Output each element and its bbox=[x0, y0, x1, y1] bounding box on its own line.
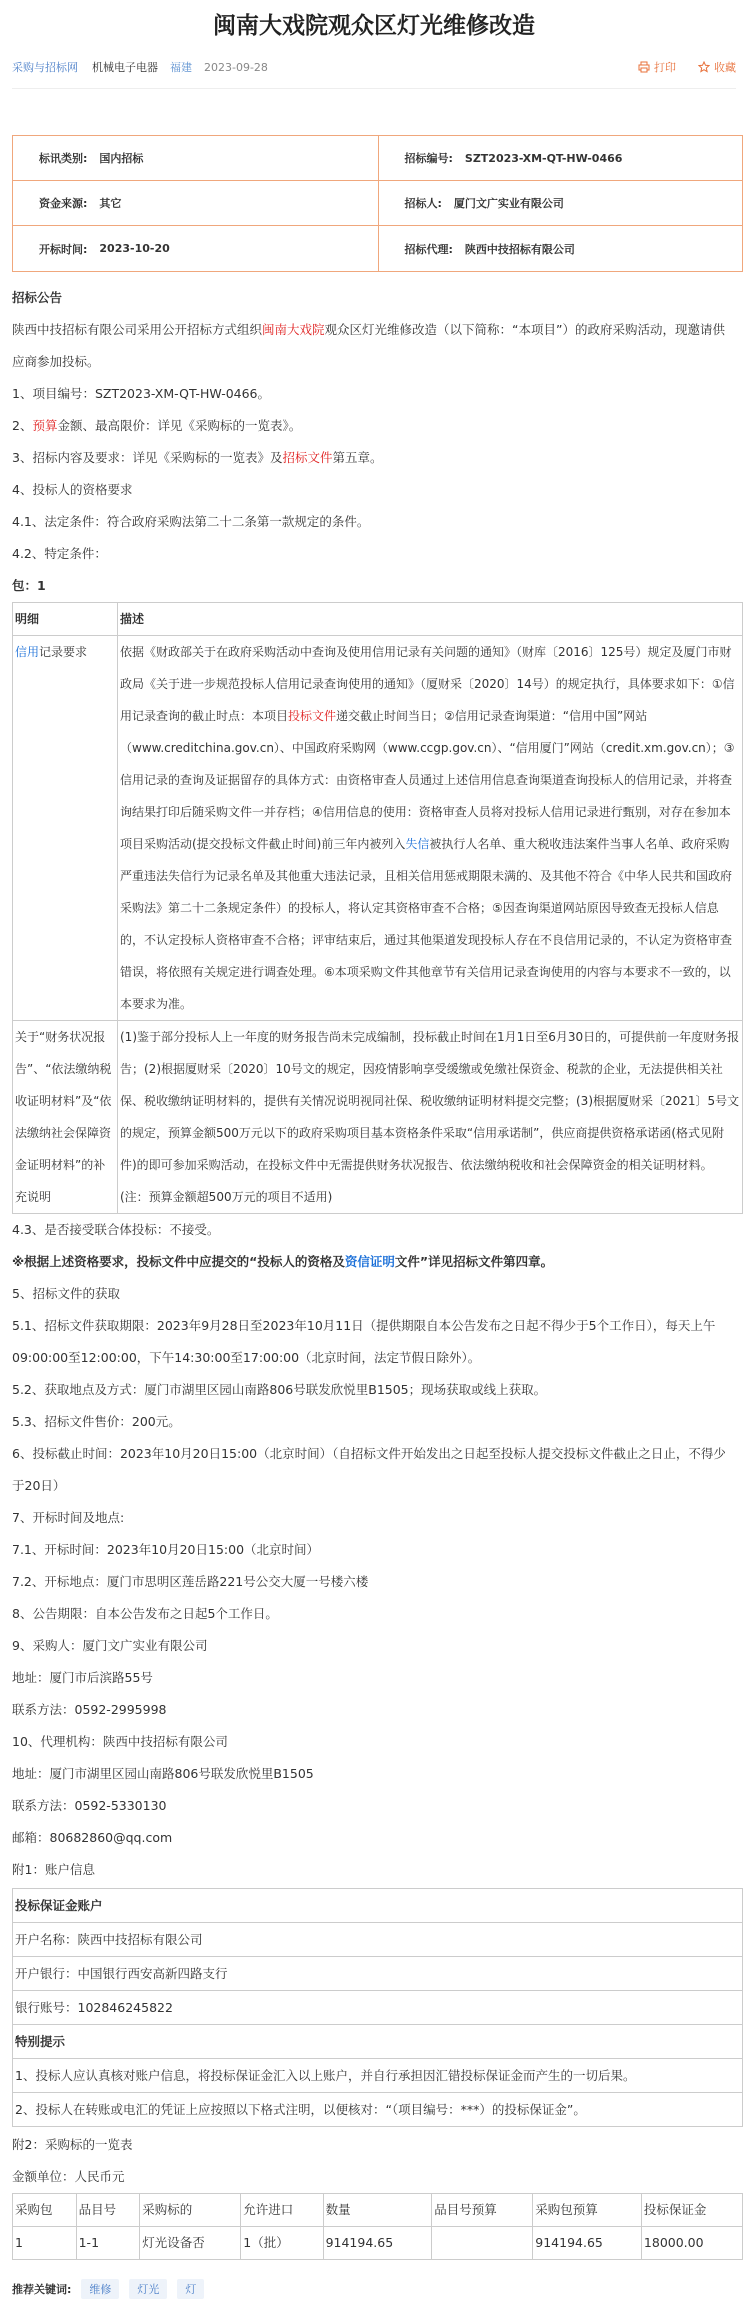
info-value: 国内招标 bbox=[99, 152, 144, 165]
paragraph: 附1：账户信息 bbox=[12, 1862, 95, 1877]
highlight-link[interactable]: 闽南大戏院 bbox=[262, 322, 325, 337]
paragraph: 10、代理机构：陕西中技招标有限公司 bbox=[12, 1734, 228, 1749]
note-paragraph: ※根据上述资格要求，投标文件中应提交的“投标人的资格及资信证明文件”详见招标文件第四章。 bbox=[12, 1254, 554, 1269]
budget-table bbox=[12, 2193, 743, 2260]
table-header: 采购标的 bbox=[140, 2194, 241, 2227]
highlight-link[interactable]: 资信证明 bbox=[344, 1254, 395, 1269]
account-name: 开户名称：陕西中技招标有限公司 bbox=[13, 1923, 742, 1957]
package-label: 包：1 bbox=[12, 578, 46, 593]
printer-icon bbox=[638, 61, 650, 73]
info-key: 招标编号: bbox=[404, 152, 453, 165]
requirement-name: 信用记录要求 bbox=[13, 636, 118, 1021]
paragraph: 8、公告期限：自本公告发布之日起5个工作日。 bbox=[12, 1606, 278, 1621]
table-cell: 1 bbox=[13, 2227, 77, 2260]
favorite-button[interactable] bbox=[698, 59, 736, 75]
paragraph: 4.1、法定条件：符合政府采购法第二十二条第一款规定的条件。 bbox=[12, 514, 370, 529]
paragraph: 附2：采购标的一览表 bbox=[12, 2137, 133, 2152]
paragraph: 金额单位：人民币元 bbox=[12, 2169, 125, 2184]
table-cell: 18000.00 bbox=[641, 2227, 742, 2260]
favorite-label: 收藏 bbox=[714, 61, 736, 74]
highlight-link[interactable]: 投标文件 bbox=[288, 709, 337, 723]
requirement-desc: (1)鉴于部分投标人上一年度的财务报告尚未完成编制，投标截止时间在1月1日至6月30日的，可提供前一年度财务报告；(2)根据厦财采〔2020〕10号文的规定，因疫情影响享受缓缴或免缴社保资金、税款的企业，无法提供相关社保、税收缴纳证明材料的，提供有关情况说明视同社保、税收缴纳证明材料提交完整；(3)根据厦财采〔2021〕5号文的规定，预算金额500万元以下的政府采购项目基本资格条件采取“信用承诺制”，供应商提供资格承诺函(格式见附件)的即可参加采购活动，在投标文件中无需提供财务状况报告、依法缴纳税收和社会保障资金的相关证明材料。(注：预算金额超500万元的项目不适用) bbox=[118, 1021, 743, 1214]
paragraph: 4.3、是否接受联合体投标：不接受。 bbox=[12, 1222, 220, 1237]
announcement-body bbox=[12, 282, 740, 2260]
account-bank: 开户银行：中国银行西安高新四路支行 bbox=[13, 1957, 742, 1991]
source-tag[interactable]: 采购与招标网 bbox=[12, 61, 78, 74]
print-button[interactable] bbox=[638, 59, 676, 75]
paragraph: 3、招标内容及要求：详见《采购标的一览表》及招标文件第五章。 bbox=[12, 450, 383, 465]
info-value: 其它 bbox=[99, 197, 122, 210]
paragraph: 4、投标人的资格要求 bbox=[12, 482, 133, 497]
info-table bbox=[12, 135, 743, 272]
info-key: 资金来源: bbox=[39, 197, 88, 210]
info-key: 开标时间: bbox=[39, 242, 88, 256]
table-cell: 1-1 bbox=[76, 2227, 140, 2260]
table-header: 采购包预算 bbox=[533, 2194, 642, 2227]
table-header: 投标保证金 bbox=[641, 2194, 742, 2227]
table-header-row bbox=[13, 603, 743, 636]
table-header: 明细 bbox=[13, 603, 118, 636]
info-value: 2023-10-20 bbox=[99, 242, 170, 255]
paragraph: 5.1、招标文件获取期限：2023年9月28日至2023年10月11日（提供期限自本公告发布之日起不得少于5个工作日），每天上午09:00:00至12:00:00，下午14:30:00至17:00:00（北京时间，法定节假日除外）。 bbox=[12, 1318, 716, 1365]
requirement-name: 关于“财务状况报告”、“依法缴纳税收证明材料”及“依法缴纳社会保障资金证明材料”的补充说明 bbox=[13, 1021, 118, 1214]
keyword-label: 推荐关键词: bbox=[12, 2283, 72, 2296]
section-heading: 招标公告 bbox=[12, 290, 63, 305]
paragraph: 5.3、招标文件售价：200元。 bbox=[12, 1414, 181, 1429]
intro-paragraph: 陕西中技招标有限公司采用公开招标方式组织闽南大戏院观众区灯光维修改造（以下简称：“本项目”）的政府采购活动，现邀请供应商参加投标。 bbox=[12, 322, 725, 369]
tip-title: 特别提示 bbox=[13, 2025, 742, 2059]
paragraph: 9、采购人：厦门文广实业有限公司 bbox=[12, 1638, 208, 1653]
paragraph: 地址：厦门市后滨路55号 bbox=[12, 1670, 153, 1685]
star-icon bbox=[698, 61, 710, 73]
table-row bbox=[13, 2227, 743, 2260]
tip-item: 1、投标人应认真核对账户信息，将投标保证金汇入以上账户，并自行承担因汇错投标保证金而产生的一切后果。 bbox=[13, 2059, 742, 2093]
table-header: 品目号预算 bbox=[432, 2194, 533, 2227]
info-key: 招标代理: bbox=[404, 242, 453, 256]
paragraph: 4.2、特定条件： bbox=[12, 546, 107, 561]
keyword-chip[interactable]: 维修 bbox=[81, 2279, 119, 2299]
table-cell: 1（批） bbox=[241, 2227, 323, 2260]
meta-bar bbox=[12, 52, 736, 82]
province-link[interactable]: 福建 bbox=[170, 61, 192, 74]
paragraph: 7.1、开标时间：2023年10月20日15:00（北京时间） bbox=[12, 1542, 320, 1557]
divider bbox=[12, 88, 736, 89]
info-value: 陕西中技招标有限公司 bbox=[464, 242, 575, 256]
table-row bbox=[13, 636, 743, 1021]
paragraph: 7、开标时间及地点: bbox=[12, 1510, 125, 1525]
category-label: 机械电子电器 bbox=[92, 61, 158, 74]
info-key: 标讯类别: bbox=[39, 152, 88, 165]
table-header: 描述 bbox=[118, 603, 743, 636]
paragraph: 5.2、获取地点及方式：厦门市湖里区园山南路806号联发欣悦里B1505；现场获取或线上获取。 bbox=[12, 1382, 547, 1397]
info-value: 厦门文广实业有限公司 bbox=[453, 197, 564, 210]
print-label: 打印 bbox=[654, 61, 676, 74]
paragraph: 地址：厦门市湖里区园山南路806号联发欣悦里B1505 bbox=[12, 1766, 314, 1781]
paragraph: 6、投标截止时间：2023年10月20日15:00（北京时间）（自招标文件开始发出之日起至投标人提交投标文件截止之日止，不得少于20日） bbox=[12, 1446, 726, 1493]
info-value: SZT2023-XM-QT-HW-0466 bbox=[464, 151, 623, 165]
paragraph: 2、预算金额、最高限价：详见《采购标的一览表》。 bbox=[12, 418, 302, 433]
paragraph: 联系方法：0592-5330130 bbox=[12, 1798, 167, 1813]
table-header-row bbox=[13, 2194, 743, 2227]
paragraph: 7.2、开标地点：厦门市思明区莲岳路221号公交大厦一号楼六楼 bbox=[12, 1574, 369, 1589]
table-row bbox=[13, 1021, 743, 1214]
paragraph: 1、项目编号：SZT2023-XM-QT-HW-0466。 bbox=[12, 386, 271, 401]
table-header: 允许进口 bbox=[241, 2194, 323, 2227]
table-cell: 914194.65 bbox=[533, 2227, 642, 2260]
highlight-link[interactable]: 预算 bbox=[32, 418, 58, 433]
keyword-chip[interactable]: 灯 bbox=[177, 2279, 204, 2299]
account-title: 投标保证金账户 bbox=[13, 1889, 742, 1923]
keyword-bar bbox=[12, 2274, 736, 2304]
highlight-link[interactable]: 信用 bbox=[15, 645, 40, 659]
table-header: 品目号 bbox=[76, 2194, 140, 2227]
keyword-chip[interactable]: 灯光 bbox=[129, 2279, 167, 2299]
table-cell: 914194.65 bbox=[323, 2227, 432, 2260]
paragraph: 邮箱：80682860@qq.com bbox=[12, 1830, 173, 1845]
requirements-table bbox=[12, 602, 743, 1214]
table-cell bbox=[432, 2227, 533, 2260]
account-box bbox=[12, 1888, 743, 2127]
paragraph: 5、招标文件的获取 bbox=[12, 1286, 120, 1301]
tip-item: 2、投标人在转账或电汇的凭证上应按照以下格式注明，以便核对：“（项目编号：***）的投标保证金”。 bbox=[15, 2102, 586, 2117]
page-title: 闽南大戏院观众区灯光维修改造 bbox=[213, 13, 535, 39]
highlight-link[interactable]: 招标文件 bbox=[282, 450, 333, 465]
table-cell: 灯光设备否 bbox=[140, 2227, 241, 2260]
requirement-desc: 依据《财政部关于在政府采购活动中查询及使用信用记录有关问题的通知》（财库〔2016〕125号）规定及厦门市财政局《关于进一步规范投标人信用记录查询使用的通知》（厦财采〔2020〕14号）的规定执行，具体要求如下：①信用记录查询的截止时点：本项目投标文件递交截止时间当日；②信用记录查询渠道：“信用中国”网站（www.creditchina.gov.cn）、中国政府采购网（www.ccgp.gov.cn）、“信用厦门”网站（credit.xm.gov.cn）；③信用记录的查询及证据留存的具体方式：由资格审查人员通过上述信用信息查询渠道查询投标人的信用记录，并将查询结果打印后随采购文件一并存档；④信用信息的使用：资格审查人员将对投标人信用记录进行甄别，对存在参加本项目采购活动(提交投标文件截止时间)前三年内被列入失信被执行人名单、重大税收违法案件当事人名单、政府采购严重违法失信行为记录名单及其他重大违法记录，且相关信用惩戒期限未满的、及其他不符合《中华人民共和国政府采购法》第二十二条规定条件）的投标人，将认定其资格审查不合格；⑤因查询渠道网站原因导致查无投标人信息的，不认定投标人资格审查不合格；评审结束后，通过其他渠道发现投标人存在不良信用记录的，不认定为资格审查错误，将依照有关规定进行调查处理。⑥本项采购文件其他章节有关信用记录查询使用的内容与本要求不一致的，以本要求为准。 bbox=[118, 636, 743, 1021]
info-key: 招标人: bbox=[404, 197, 442, 210]
highlight-link[interactable]: 失信 bbox=[405, 837, 430, 851]
table-header: 采购包 bbox=[13, 2194, 77, 2227]
paragraph: 联系方法：0592-2995998 bbox=[12, 1702, 167, 1717]
account-number: 银行账号：102846245822 bbox=[13, 1991, 742, 2025]
table-header: 数量 bbox=[323, 2194, 432, 2227]
publish-date: 2023-09-28 bbox=[204, 60, 268, 74]
